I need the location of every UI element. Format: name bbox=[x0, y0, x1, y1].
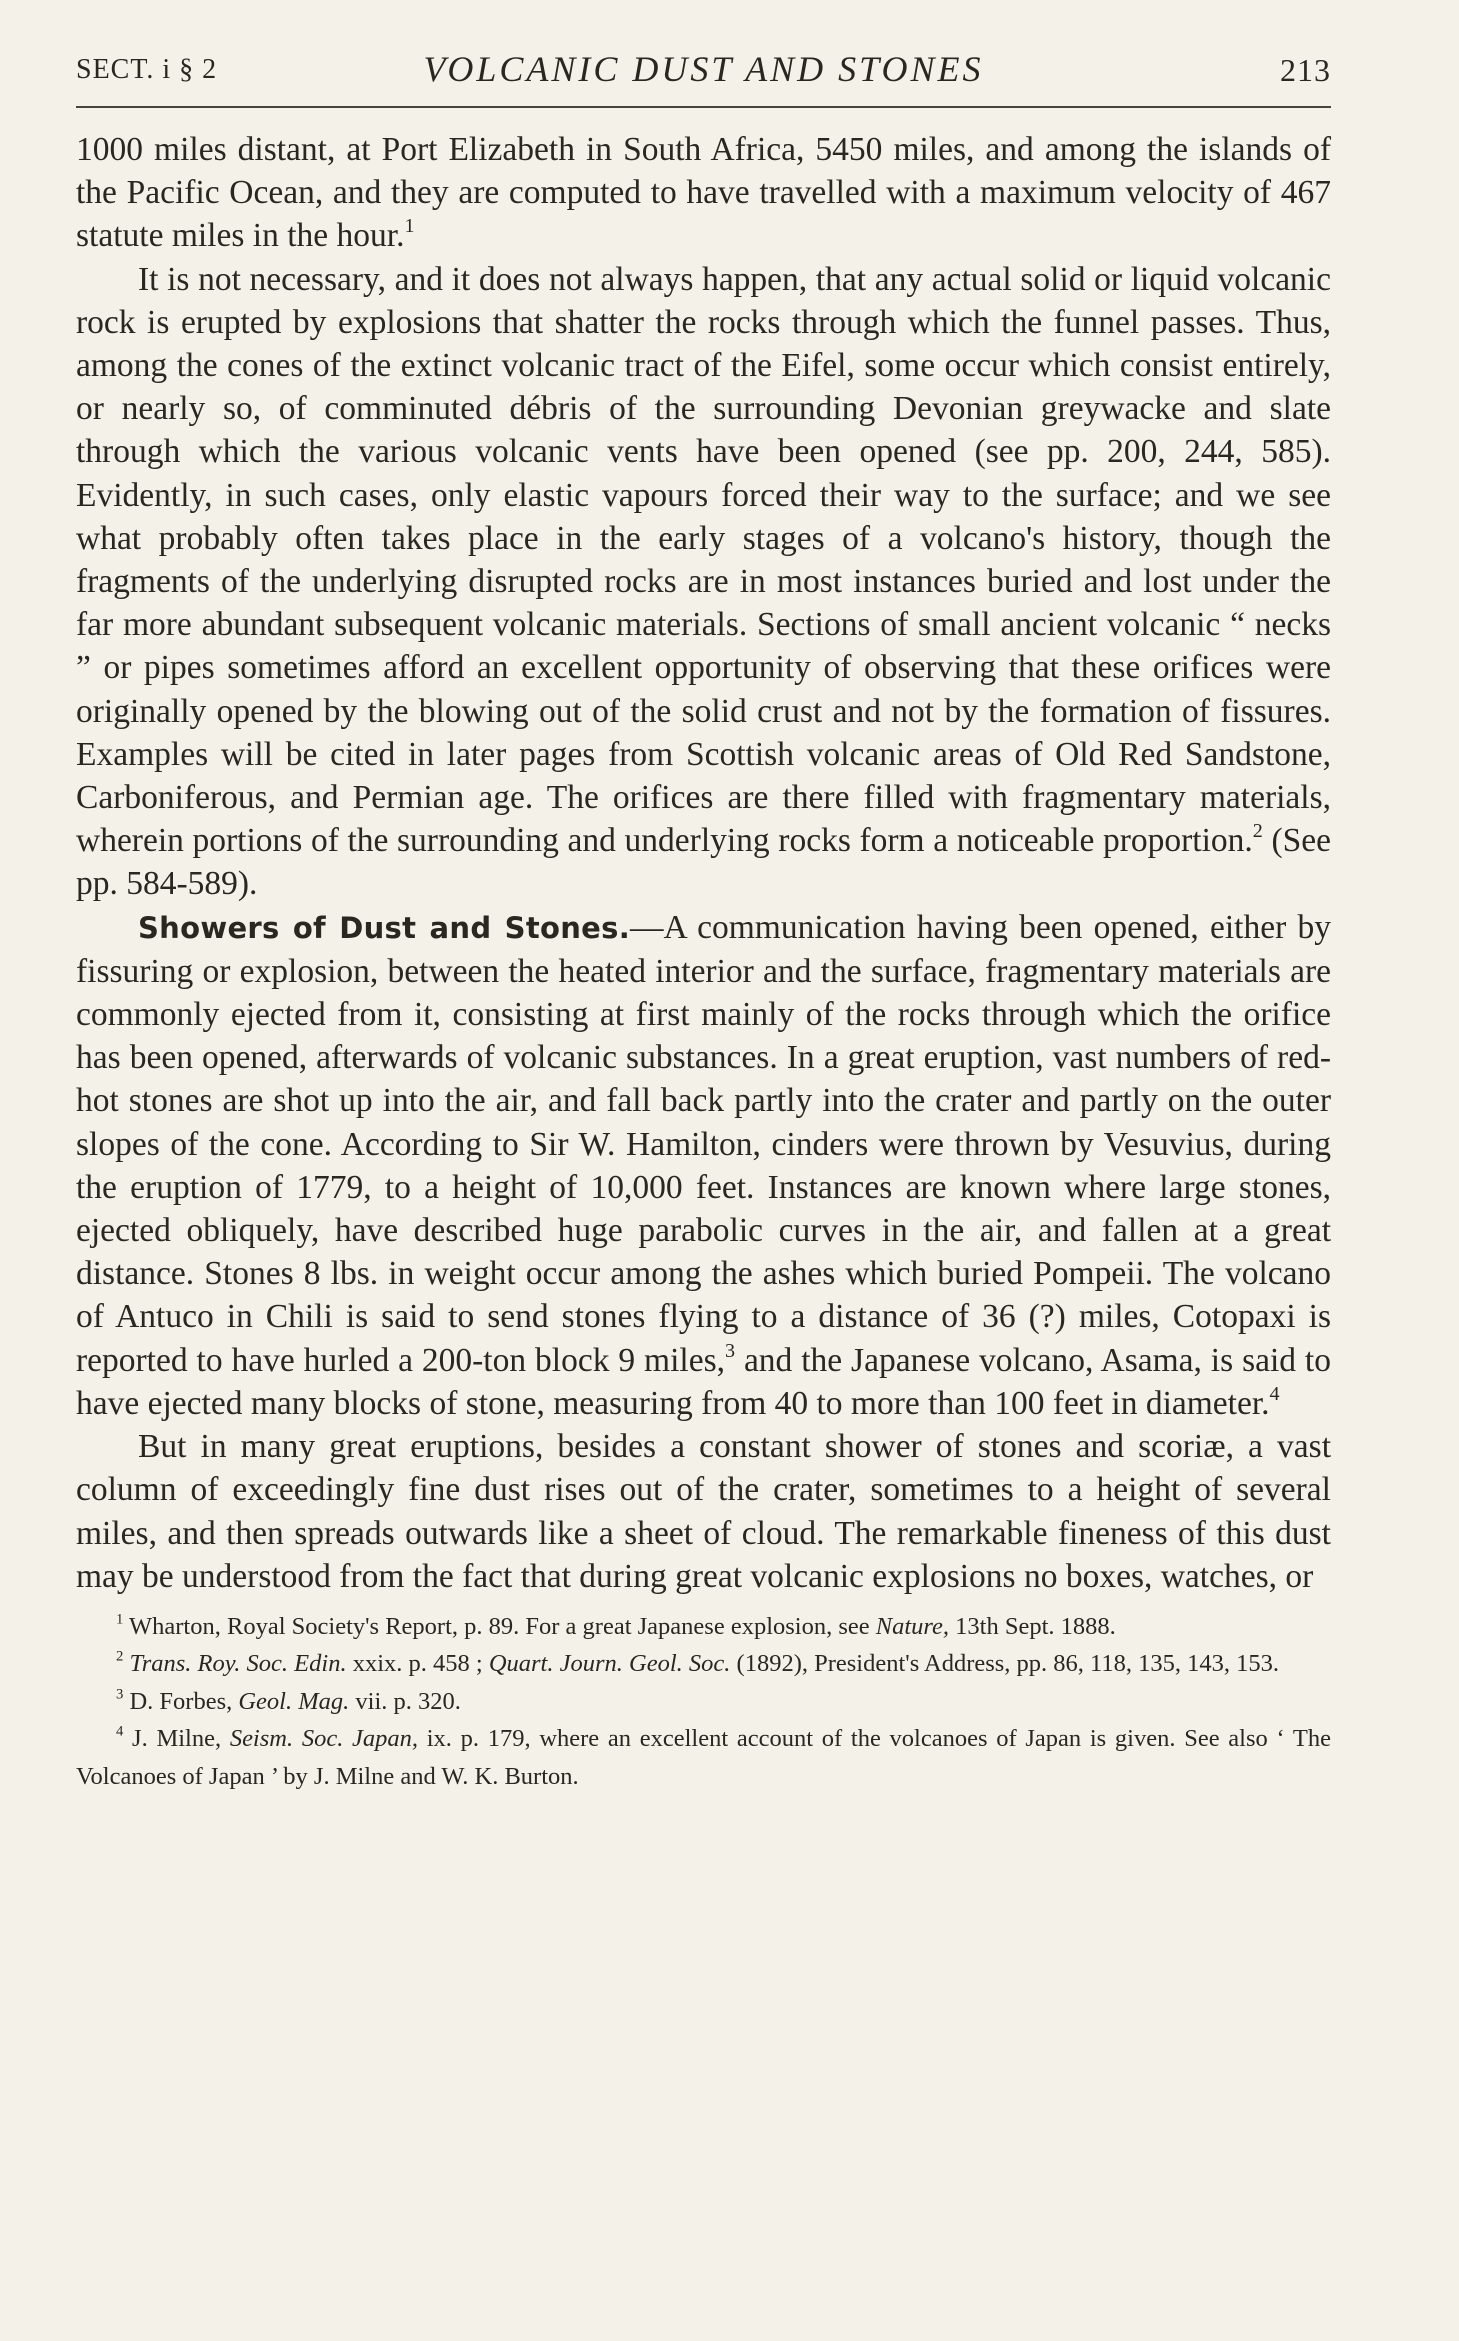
footnotes bbox=[76, 1608, 1331, 1796]
section-heading: Showers of Dust and Stones. bbox=[138, 910, 631, 945]
running-title: VOLCANIC DUST AND STONES bbox=[423, 49, 984, 89]
body-text bbox=[76, 128, 1331, 1598]
paragraph: But in many great eruptions, besides a constant shower of stones and scoriæ, a vast column of exceedingly fine dust rises out of the crater, sometimes to a height of several miles, and then spreads outwards like a sheet of cloud. The remarkable fineness of this dust may be understood from the fact that during great volcanic explosions no boxes, watches, or bbox=[76, 1428, 1331, 1595]
footnote: $^4$ J. Milne, Seism. Soc. Japan, ix. p. 179, where an excellent account of the volcanoes of Japan is given. See also ‘ The Volcanoes of Japan ’ by J. Milne and W. K. Burton. bbox=[76, 1724, 1331, 1790]
footnote-ref: 3 bbox=[724, 1339, 736, 1362]
footnote-ref: 2 bbox=[1252, 820, 1263, 843]
paragraph: Showers of Dust and Stones.—A communication having been opened, either by fissuring or explosion, between the heated interior and the surface, fragmentary materials are commonly ejected from it, consisting at first mainly of the rocks through which the orifice has been opened, afterwards of volcanic substances. In a great eruption, vast numbers of red-hot stones are shot up into the air, and fall back partly into the crater and partly on the outer slopes of the cone. According to Sir W. Hamilton, cinders were thrown by Vesuvius, during the eruption of 1779, to a height of 10,000 feet. Instances are known where large stones, ejected obliquely, have described huge parabolic curves in the air, and fallen at a great distance. Stones 8 lbs. in weight occur among the ashes which buried Pompeii. The volcano of Antuco in Chili is said to send stones flying to a distance of 36 (?) miles, Cotopaxi is reported to have hurled a 200-ton block 9 miles,$^3$ and the Japanese volcano, Asama, is said to have ejected many blocks of stone, measuring from 40 to more than 100 feet in diameter.$^4$ bbox=[76, 908, 1331, 1422]
footnote: $^3$ D. Forbes, Geol. Mag. vii. p. 320. bbox=[116, 1686, 461, 1715]
footnote-ref: 1 bbox=[404, 215, 415, 238]
section-marker: SECT. i § 2 bbox=[76, 54, 218, 85]
footnote: $^1$ Wharton, Royal Society's Report, p. 89. For a great Japanese explosion, see Nature, 13th Sept. 1888. bbox=[116, 1611, 1116, 1640]
page-number: 213 bbox=[1280, 52, 1331, 88]
book-page bbox=[76, 48, 1331, 1795]
paragraph-continued: 1000 miles distant, at Port Elizabeth in South Africa, 5450 miles, and among the islands of the Pacific Ocean, and they are computed to have travelled with a maximum velocity of 467 statute miles in the hour.$^1$ bbox=[76, 131, 1331, 255]
footnote: $^2$ Trans. Roy. Soc. Edin. xxix. p. 458 ; Quart. Journ. Geol. Soc. (1892), President's Address, pp. 86, 118, 135, 143, 153. bbox=[116, 1649, 1280, 1678]
running-head bbox=[76, 48, 1331, 102]
footnote-ref: 4 bbox=[1269, 1382, 1280, 1405]
header-rule bbox=[76, 106, 1331, 108]
paragraph: It is not necessary, and it does not always happen, that any actual solid or liquid volcanic rock is erupted by explosions that shatter the rocks through which the funnel passes. Thus, among the cones of the extinct volcanic tract of the Eifel, some occur which consist entirely, or nearly so, of comminuted débris of the surrounding Devonian greywacke and slate through which the various volcanic vents have been opened (see pp. 200, 244, 585). Evidently, in such cases, only elastic vapours forced their way to the surface; and we see what probably often takes place in the early stages of a volcano's history, though the fragments of the underlying disrupted rocks are in most instances buried and lost under the far more abundant subsequent volcanic materials. Sections of small ancient volcanic “ necks ” or pipes sometimes afford an excellent opportunity of observing that these orifices were originally opened by the blowing out of the solid crust and not by the formation of fissures. Examples will be cited in later pages from Scottish volcanic areas of Old Red Sandstone, Carboniferous, and Permian age. The orifices are there filled with fragmentary materials, wherein portions of the surrounding and underlying rocks form a noticeable proportion.$^2$ (See pp. 584-589). bbox=[76, 260, 1331, 903]
